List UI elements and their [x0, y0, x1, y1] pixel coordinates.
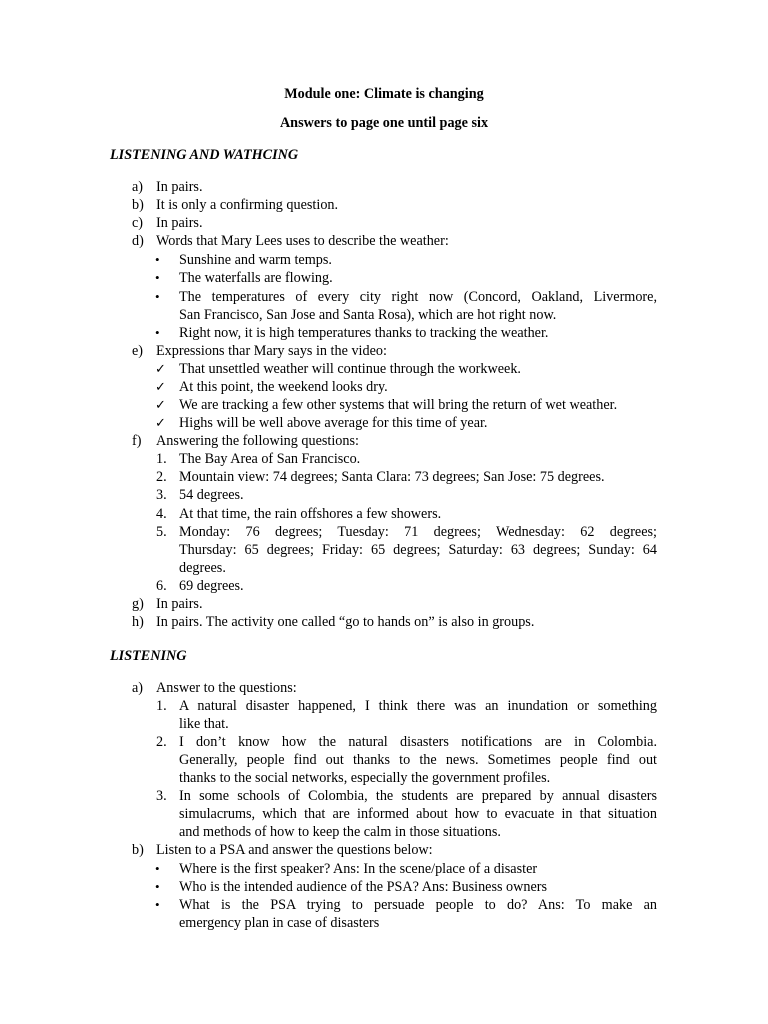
number-marker: 1. [156, 451, 167, 467]
list-item: In pairs. [156, 215, 203, 231]
sub-list-item: That unsettled weather will continue through the workweek. [179, 361, 521, 377]
checkmark-icon: ✓ [155, 361, 166, 376]
numbered-item-continuation: simulacrums, which that are informed about how to evacuate in that situation [179, 806, 657, 822]
list-item: Expressions thar Mary says in the video: [156, 343, 387, 359]
list-marker: f) [132, 433, 142, 449]
bullet-icon: • [155, 325, 160, 340]
list-marker: d) [132, 233, 144, 249]
list-marker: h) [132, 614, 144, 630]
list-marker: a) [132, 680, 144, 696]
number-marker: 1. [156, 698, 167, 714]
sub-list-item: Highs will be well above average for this time of year. [179, 415, 488, 431]
document-subtitle: Answers to page one until page six [279, 115, 489, 131]
numbered-item: Monday: 76 degrees; Tuesday: 71 degrees; Wednesday: 62 degrees; [179, 524, 657, 540]
list-item: It is only a confirming question. [156, 197, 339, 213]
numbered-item: The Bay Area of San Francisco. [179, 451, 361, 467]
checkmark-icon: ✓ [155, 397, 166, 412]
number-marker: 4. [156, 506, 167, 522]
numbered-item: In some schools of Colombia, the students are prepared by annual disasters [179, 788, 657, 804]
sub-list-item-continuation: San Francisco, San Jose and Santa Rosa), which are hot right now. [179, 307, 557, 323]
number-marker: 3. [156, 788, 167, 804]
number-marker: 2. [156, 469, 167, 485]
document-title: Module one: Climate is changing [284, 86, 484, 102]
number-marker: 2. [156, 734, 167, 750]
bullet-icon: • [155, 879, 160, 894]
list-marker: a) [132, 179, 144, 195]
numbered-item: 54 degrees. [179, 487, 244, 503]
numbered-item-continuation: thanks to the social networks, especially the government profiles. [179, 770, 551, 786]
sub-list-item: Where is the first speaker? Ans: In the scene/place of a disaster [179, 861, 538, 877]
numbered-item: At that time, the rain offshores a few showers. [179, 506, 442, 522]
list-marker: g) [132, 596, 144, 612]
number-marker: 5. [156, 524, 167, 540]
numbered-item-continuation: Generally, people find out thanks to the news. Sometimes people find out [179, 752, 657, 768]
checkmark-icon: ✓ [155, 415, 166, 430]
list-marker: c) [132, 215, 144, 231]
number-marker: 6. [156, 578, 167, 594]
section-heading-listening-watching: LISTENING AND WATHCING [110, 147, 299, 163]
numbered-item-continuation: like that. [179, 716, 229, 732]
list-marker: e) [132, 343, 144, 359]
bullet-icon: • [155, 289, 160, 304]
numbered-item: A natural disaster happened, I think there was an inundation or something [179, 698, 657, 714]
numbered-item-continuation: and methods of how to keep the calm in those situations. [179, 824, 501, 840]
list-item: In pairs. The activity one called “go to hands on” is also in groups. [156, 614, 535, 630]
list-item: In pairs. [156, 596, 203, 612]
sub-list-item: We are tracking a few other systems that will bring the return of wet weather. [179, 397, 618, 413]
sub-list-item: Sunshine and warm temps. [179, 252, 332, 268]
sub-list-item: Right now, it is high temperatures thanks to tracking the weather. [179, 325, 549, 341]
list-item: Answering the following questions: [156, 433, 359, 449]
sub-list-item: The waterfalls are flowing. [179, 270, 333, 286]
bullet-icon: • [155, 252, 160, 267]
bullet-icon: • [155, 270, 160, 285]
bullet-icon: • [155, 897, 160, 912]
sub-list-item: The temperatures of every city right now (Concord, Oakland, Livermore, [179, 289, 657, 305]
numbered-item: 69 degrees. [179, 578, 244, 594]
checkmark-icon: ✓ [155, 379, 166, 394]
list-item: Words that Mary Lees uses to describe the weather: [156, 233, 449, 249]
numbered-item-continuation: Thursday: 65 degrees; Friday: 65 degrees; Saturday: 63 degrees; Sunday: 64 [179, 542, 657, 558]
list-item: Answer to the questions: [156, 680, 297, 696]
number-marker: 3. [156, 487, 167, 503]
section-heading-listening: LISTENING [110, 648, 187, 664]
bullet-icon: • [155, 861, 160, 876]
list-marker: b) [132, 842, 144, 858]
numbered-item-continuation: degrees. [179, 560, 226, 576]
numbered-item: Mountain view: 74 degrees; Santa Clara: 73 degrees; San Jose: 75 degrees. [179, 469, 605, 485]
list-item: Listen to a PSA and answer the questions below: [156, 842, 433, 858]
list-marker: b) [132, 197, 144, 213]
list-item: In pairs. [156, 179, 203, 195]
sub-list-item: What is the PSA trying to persuade people to do? Ans: To make an [179, 897, 657, 913]
numbered-item: I don’t know how the natural disasters notifications are in Colombia. [179, 734, 657, 750]
sub-list-item-continuation: emergency plan in case of disasters [179, 915, 380, 931]
sub-list-item: Who is the intended audience of the PSA? Ans: Business owners [179, 879, 548, 895]
sub-list-item: At this point, the weekend looks dry. [179, 379, 388, 395]
